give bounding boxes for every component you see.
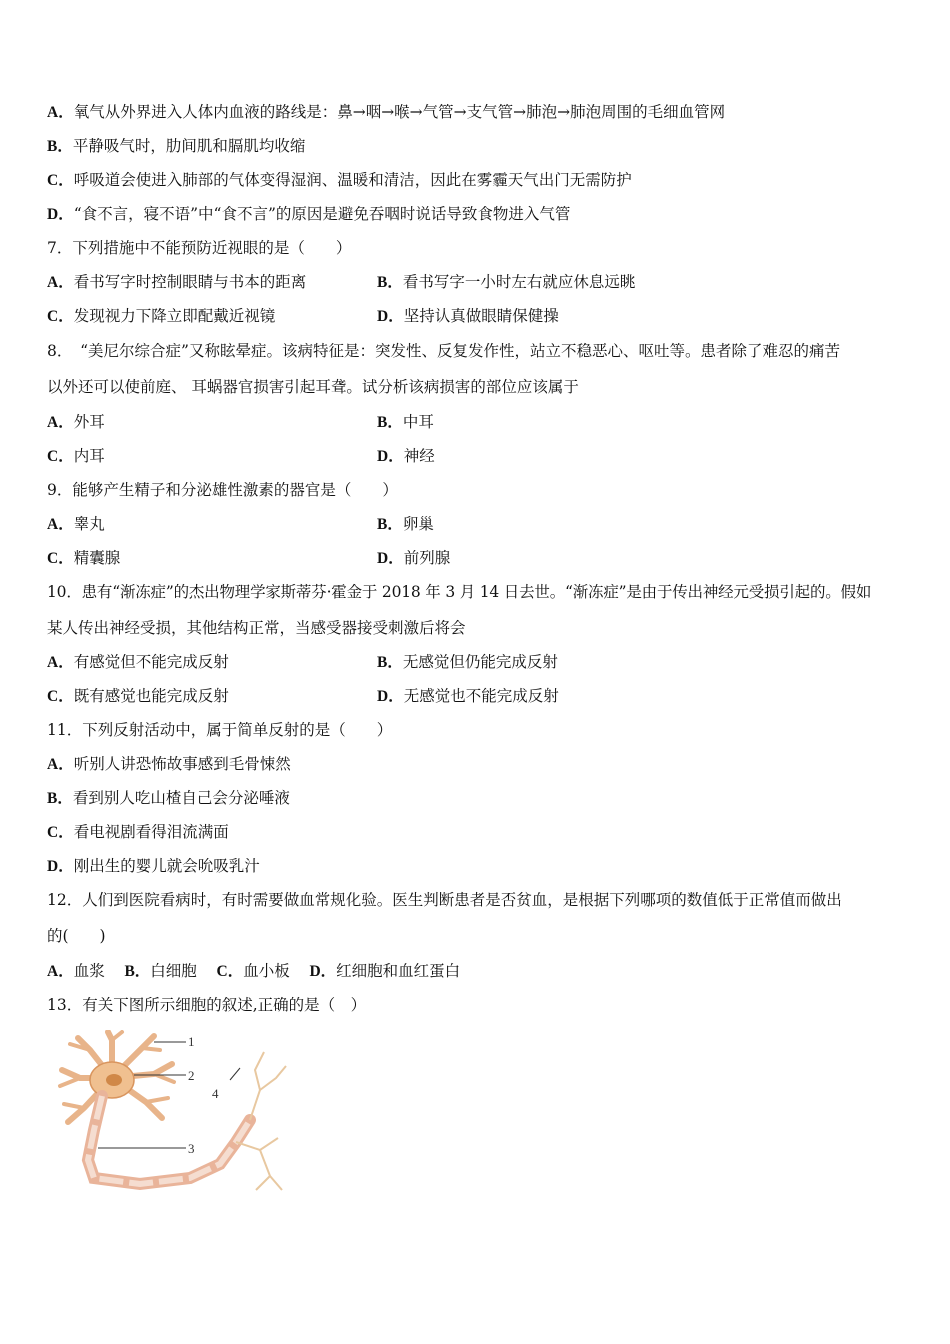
option-text: 看电视剧看得泪流满面 xyxy=(73,823,229,841)
option-text: 无感觉但仍能完成反射 xyxy=(402,653,558,671)
option-b-prev xyxy=(47,136,305,157)
option-text: 看书写字一小时左右就应休息远眺 xyxy=(402,273,636,291)
option-letter: D． xyxy=(47,858,74,875)
option-letter: B． xyxy=(377,414,403,431)
option-letter: C． xyxy=(47,308,74,325)
option-text: “食不言，寝不语”中“食不言”的原因是避免吞咽时说话导致食物进入气管 xyxy=(73,205,571,223)
option-text: 血浆 xyxy=(73,962,105,980)
option-letter: B． xyxy=(377,516,403,533)
option-text: 看书写字时控制眼睛与书本的距离 xyxy=(73,273,307,291)
nucleus xyxy=(106,1074,122,1086)
option-text: 平静吸气时，肋间肌和膈肌均收缩 xyxy=(72,137,306,155)
q8-option-c xyxy=(47,446,105,467)
question-9-stem: 9．能够产生精子和分泌雄性激素的器官是（ ） xyxy=(47,481,398,499)
option-text: 内耳 xyxy=(73,447,105,465)
q10-option-d xyxy=(377,686,559,707)
option-letter: B． xyxy=(377,274,403,291)
option-text: 睾丸 xyxy=(73,515,105,533)
question-8-stem-line1: 8． “美尼尔综合症”又称眩晕症。该病特征是：突发性、反复发作性，站立不稳恶心、呕吐等。患者除了难忍的痛苦 xyxy=(47,342,840,360)
option-letter: C． xyxy=(47,172,74,189)
option-letter: A． xyxy=(47,414,74,431)
q12-options xyxy=(47,961,460,982)
option-letter: B． xyxy=(377,654,403,671)
q9-option-d xyxy=(377,548,450,569)
option-letter: C． xyxy=(47,688,74,705)
option-text: 氧气从外界进入人体内血液的路线是：鼻→咽→喉→气管→支气管→肺泡→肺泡周围的毛细血管网 xyxy=(73,103,726,121)
q11-option-d xyxy=(47,856,260,877)
option-letter: B． xyxy=(124,963,151,980)
q9-option-b xyxy=(377,514,434,535)
option-letter: D． xyxy=(377,308,404,325)
option-text: 看到别人吃山楂自己会分泌唾液 xyxy=(72,789,290,807)
q10-option-b xyxy=(377,652,558,673)
label-3: 3 xyxy=(188,1141,195,1156)
option-text: 神经 xyxy=(403,447,435,465)
option-text: 刚出生的婴儿就会吮吸乳汁 xyxy=(73,857,260,875)
option-letter: D． xyxy=(377,550,404,567)
option-letter: C． xyxy=(47,824,74,841)
option-letter: C． xyxy=(47,448,74,465)
option-text: 红细胞和血红蛋白 xyxy=(336,962,461,980)
option-text: 发现视力下降立即配戴近视镜 xyxy=(73,307,276,325)
option-letter: A． xyxy=(47,274,74,291)
option-letter: B． xyxy=(47,790,73,807)
option-letter: A． xyxy=(47,963,74,980)
q8-option-a xyxy=(47,412,105,433)
q9-option-c xyxy=(47,548,120,569)
option-a-prev xyxy=(47,102,725,123)
option-text: 坚持认真做眼睛保健操 xyxy=(403,307,559,325)
question-10-stem-line1: 10．患有“渐冻症”的杰出物理学家斯蒂芬·霍金于 2018 年 3 月 14 日去世。“渐冻症”是由于传出神经元受损引起的。假如 xyxy=(47,583,872,601)
axon xyxy=(88,1096,250,1184)
question-12-stem-line1: 12．人们到医院看病时，有时需要做血常规化验。医生判断患者是否贫血，是根据下列哪项的数值低于正常值而做出 xyxy=(47,891,842,909)
q11-option-c xyxy=(47,822,229,843)
option-letter: D． xyxy=(47,206,74,223)
option-letter: D． xyxy=(377,448,404,465)
option-letter: B． xyxy=(47,138,73,155)
option-letter: A． xyxy=(47,516,74,533)
option-letter: C． xyxy=(216,963,244,980)
option-d-prev xyxy=(47,204,570,225)
q10-option-a xyxy=(47,652,229,673)
label-1: 1 xyxy=(188,1034,195,1049)
option-letter: A． xyxy=(47,654,74,671)
myelin-sheath xyxy=(88,1096,250,1184)
q7-option-d xyxy=(377,306,559,327)
option-text: 精囊腺 xyxy=(73,549,121,567)
q7-option-c xyxy=(47,306,275,327)
question-8-stem-line2: 以外还可以使前庭、 耳蜗器官损害引起耳聋。试分析该病损害的部位应该属于 xyxy=(47,378,579,396)
option-text: 有感觉但不能完成反射 xyxy=(73,653,229,671)
neuron-diagram xyxy=(50,1030,300,1210)
option-letter: C． xyxy=(47,550,74,567)
q11-option-a xyxy=(47,754,291,775)
question-11-stem: 11．下列反射活动中，属于简单反射的是（ ） xyxy=(47,721,393,739)
option-text: 中耳 xyxy=(402,413,434,431)
label-2: 2 xyxy=(188,1068,195,1083)
q9-option-a xyxy=(47,514,105,535)
q8-option-b xyxy=(377,412,434,433)
option-letter: D． xyxy=(377,688,404,705)
option-text: 卵巢 xyxy=(402,515,434,533)
option-text: 血小板 xyxy=(243,962,290,980)
question-10-stem-line2: 某人传出神经受损，其他结构正常，当感受器接受刺激后将会 xyxy=(47,619,466,637)
option-text: 既有感觉也能完成反射 xyxy=(73,687,229,705)
q7-option-a xyxy=(47,272,306,293)
option-text: 白细胞 xyxy=(150,962,197,980)
option-letter: D． xyxy=(309,963,337,980)
question-12-stem-line2: 的( ) xyxy=(47,927,106,945)
option-text: 听别人讲恐怖故事感到毛骨悚然 xyxy=(73,755,291,773)
q7-option-b xyxy=(377,272,635,293)
option-letter: A． xyxy=(47,756,74,773)
q8-option-d xyxy=(377,446,435,467)
option-c-prev xyxy=(47,170,632,191)
option-text: 外耳 xyxy=(73,413,105,431)
option-text: 无感觉也不能完成反射 xyxy=(403,687,559,705)
option-text: 前列腺 xyxy=(403,549,451,567)
option-text: 呼吸道会使进入肺部的气体变得湿润、温暖和清洁，因此在雾霾天气出门无需防护 xyxy=(73,171,632,189)
question-13-stem: 13．有关下图所示细胞的叙述,正确的是（ ） xyxy=(47,996,367,1014)
question-7-stem: 7．下列措施中不能预防近视眼的是（ ） xyxy=(47,239,352,257)
q10-option-c xyxy=(47,686,229,707)
label-4: 4 xyxy=(212,1086,219,1101)
option-letter: A． xyxy=(47,104,74,121)
q11-option-b xyxy=(47,788,290,809)
